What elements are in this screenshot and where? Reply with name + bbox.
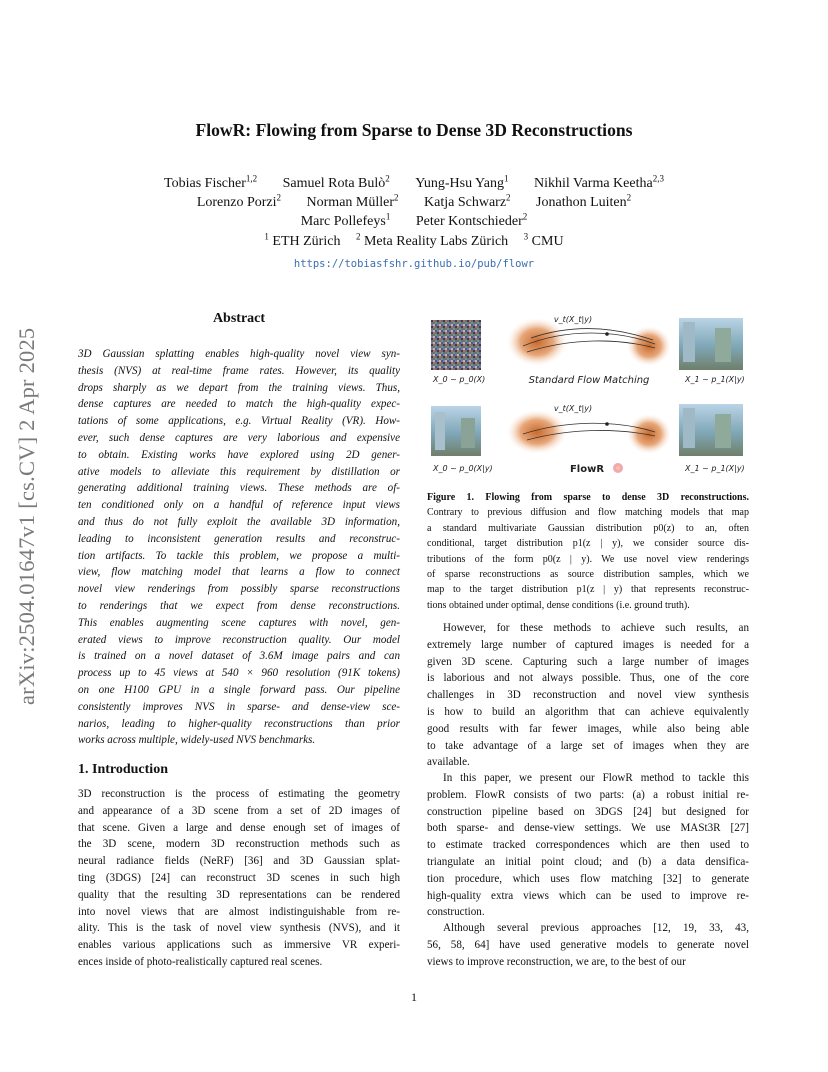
target-distribution-blob xyxy=(627,414,671,454)
author-row-2 xyxy=(0,192,828,211)
author: Lorenzo Porzi$^2$ xyxy=(196,192,282,210)
method-label-top: Standard Flow Matching xyxy=(528,375,650,386)
author-row-1 xyxy=(0,173,828,192)
flow-point xyxy=(605,332,609,336)
author-row-3 xyxy=(0,211,828,230)
noise-image xyxy=(431,320,481,370)
author: Katja Schwarz$^2$ xyxy=(424,192,511,210)
method-label-bottom: FlowR xyxy=(569,464,605,475)
velocity-label-bottom: v_t(X_t|y) xyxy=(553,404,593,413)
target-label-bottom: X_1 ~ p_1(X|y) xyxy=(685,464,745,473)
source-label-top: X_0 ~ p_0(X) xyxy=(433,375,486,384)
author: Nikhil Varma Keetha$^{2,3}$ xyxy=(533,173,664,191)
author: Yung-Hsu Yang$^1$ xyxy=(415,173,509,191)
affiliation: $^1$ ETH Zürich xyxy=(264,231,341,249)
author: Norman Müller$^2$ xyxy=(306,192,399,210)
flow-point xyxy=(605,422,609,426)
section-heading-introduction: 1. Introduction xyxy=(78,762,168,777)
source-label-bottom: X_0 ~ p_0(X|y) xyxy=(433,464,493,473)
velocity-label-top: v_t(X_t|y) xyxy=(553,315,593,324)
abstract-heading: Abstract xyxy=(212,311,266,326)
author: Marc Pollefeys$^1$ xyxy=(300,211,391,229)
author: Jonathon Luiten$^2$ xyxy=(536,192,632,210)
right-paragraph-1: However, for these methods to achieve such results, an extremely large number of captured images is needed for a given 3D scene. Capturing such a large number of images is laborious and not always possible. Thus, one of the core challenges in 3D reconstruction and novel view synthesis is how to build an algorithm that can achieve equivalently good results with far fewer images, while also being able to take advantage of a large set of images when they are available. xyxy=(427,622,749,769)
figure-1-caption: Figure 1. Flowing from sparse to dense 3D reconstructions. Contrary to previous diffusion and flow matching models that map a standard multivariate Gaussian distribution p0(z) to an, often conditional, target distribution p1(z | y), we consider source dis- tributions of the form p0(z | y). We use novel view renderings of sparse reconstructions as source distribution samples, which we map to the target distribution p1(z | y) that represents reconstruc- tions obtained under optimal, dense conditions (i.e. ground truth). xyxy=(427,492,749,611)
intro-body: 3D reconstruction is the process of estimating the geometry and appearance of a 3D scene from a set of 2D images of that scene. Given a large and dense enough set of images of the 3D scene, modern 3D reconstruction methods such as neural radiance fields (NeRF) [36] and 3D Gaussian splat- ting (3DGS) [24] can reconstruct 3D scenes in such high quality that the resulting 3D representations can be rendered into novel views that are almost indistinguishable from re- ality. This is the task of novel view synthesis (NVS), and it enables various applications such as immersive VR experi- ences inside of photo-realistically captured real scenes. xyxy=(78,788,400,968)
affiliation: $^3$ CMU xyxy=(523,231,564,249)
source-distribution-blob xyxy=(507,410,567,454)
target-distribution-blob xyxy=(627,326,671,366)
author: Samuel Rota Bulò$^2$ xyxy=(282,173,390,191)
affiliation: $^2$ Meta Reality Labs Zürich xyxy=(355,231,509,249)
target-label-top: X_1 ~ p_1(X|y) xyxy=(685,375,745,384)
paper-title: FlowR: Flowing from Sparse to Dense 3D Reconstructions xyxy=(195,120,633,140)
right-paragraph-2: In this paper, we present our FlowR method to tackle this problem. FlowR consists of two parts: (a) a robust initial re- construction pipeline based on 3DGS [24] but designed for both sparse- and dense-view settings. We use MASt3R [27] to estimate tracked correspondences which are then used to triangulate an initial point cloud; and (b) a data densifica- tion procedure, which uses flow matching [32] to generate high-quality extra views which can be used to improve re- construction. xyxy=(427,772,749,919)
source-distribution-blob xyxy=(507,318,567,366)
project-url-link[interactable]: https://tobiasfshr.github.io/pub/flowr xyxy=(293,258,535,270)
page-number: 1 xyxy=(411,990,417,1004)
arxiv-stamp: arXiv:2504.01647v1 [cs.CV] 2 Apr 2025 xyxy=(14,327,39,705)
affiliations xyxy=(0,231,828,250)
abstract-body: 3D Gaussian splatting enables high-quality novel view syn- thesis (NVS) at real-time frame rates. However, its quality drops sharply as we depart from the training views. Thus, dense captures are needed to match the high-quality expec- tations of some applications, e.g. Virtual Reality (VR). How- ever, such dense captures are very laborious and expensive to obtain. Existing works have explored using 2D gener- ative models to alleviate this requirement by distillation or generating additional training views. These methods are of- ten conditioned only on a handful of reference input views and thus do not fully exploit the available 3D information, leading to inconsistent generation results and reconstruc- tion artifacts. To tackle this problem, we propose a multi- view, flow matching model that learns a flow to connect novel view renderings from possibly sparse reconstructions to renderings that we expect from dense reconstructions. This enables augmenting scene captures with novel, gen- erated views to improve reconstruction quality. Our model is trained on a novel dataset of 3.6M image pairs and can process up to 45 views at 540 × 960 resolution (91K tokens) on one H100 GPU in a single forward pass. Our pipeline consistently improves NVS in sparse- and dense-view sce- narios, leading to higher-quality reconstructions than prior works across multiple, widely-used NVS benchmarks. xyxy=(78,348,400,747)
author: Tobias Fischer$^{1,2}$ xyxy=(164,173,258,191)
right-paragraph-3: Although several previous approaches [12, 19, 33, 43, 56, 58, 64] have used generative models to generate novel views to improve reconstruction, we are, to the best of our xyxy=(427,922,749,968)
figure-1 xyxy=(427,308,749,480)
author: Peter Kontschieder$^2$ xyxy=(415,211,528,229)
